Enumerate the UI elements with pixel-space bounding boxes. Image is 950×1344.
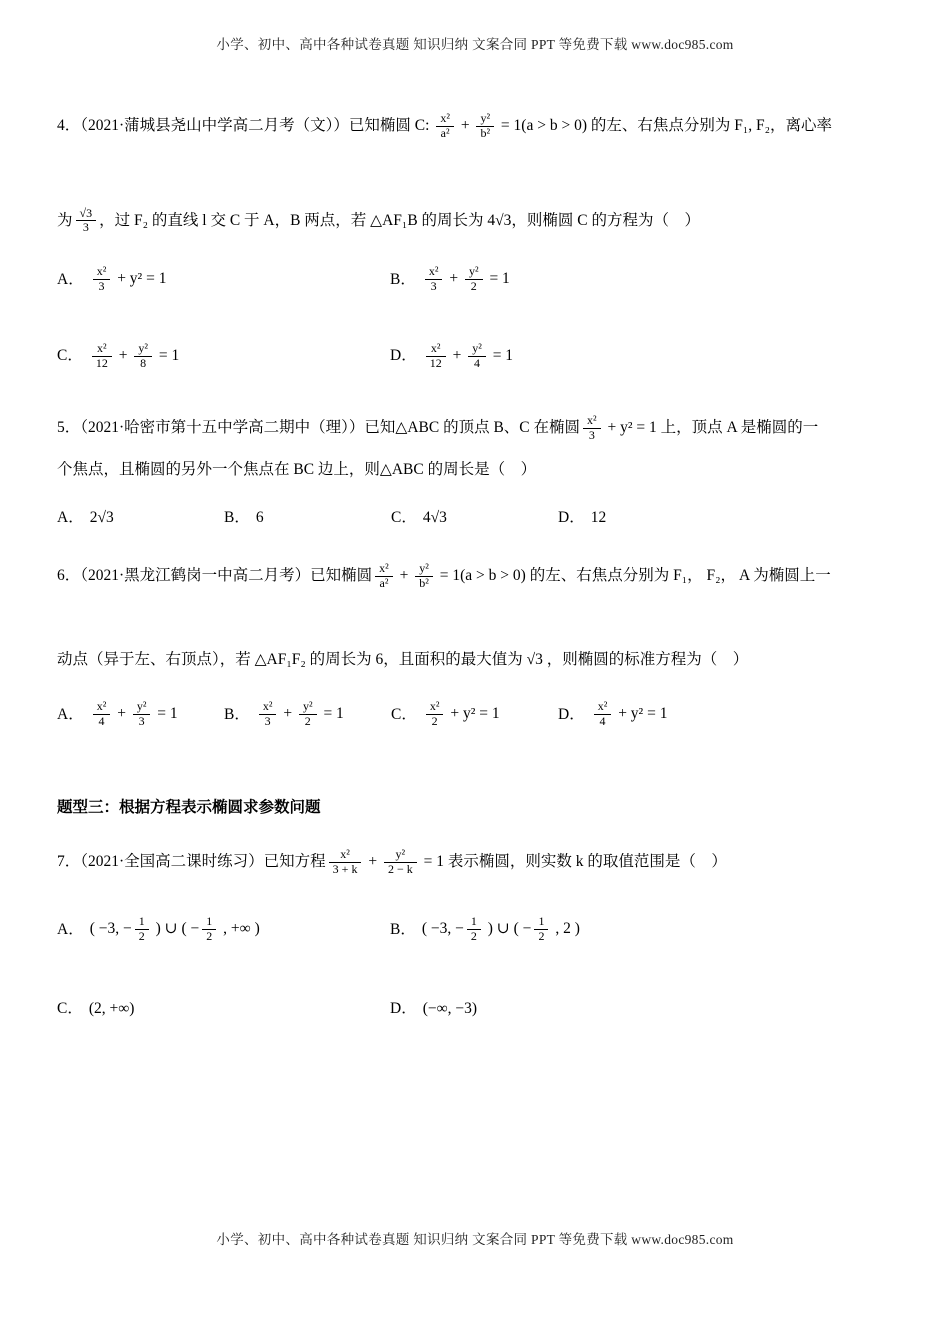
option-interval: ( −3, − $\frac{1}{2}$ ) ∪ ( − $\frac{1}{2}$ , +∞ ) [89, 914, 260, 943]
problem-5-option-a [57, 505, 224, 531]
option-label: A． [57, 705, 84, 723]
option-formula: $\frac{\text{x²}}{3}$ + y² = 1 [90, 265, 167, 294]
option-label: D． [558, 508, 585, 526]
problem-4-line-2: 为 $\frac{√3}{3}$ ，过 F₂ 的直线 l 交 C 于 A，B 两点，若 △AF₁B 的周长为 4√3，则椭圆 C 的方程为（ ） [57, 205, 701, 235]
option-formula: $\frac{\text{x²}}{4}$ + $\frac{\text{y²}}{3}$ = 1 [90, 700, 178, 729]
option-formula: $\frac{\text{x²}}{3}$ + $\frac{\text{y²}}{2}$ = 1 [422, 265, 510, 294]
option-formula: $\frac{\text{x²}}{12}$ + $\frac{\text{y²}}{4}$ = 1 [423, 342, 513, 371]
problem-4-option-a [57, 265, 390, 294]
problem-6-option-d [558, 700, 667, 729]
problem-6-option-c [391, 700, 558, 729]
option-formula: $\frac{\text{x²}}{3}$ + $\frac{\text{y²}}{2}$ = 1 [256, 700, 344, 729]
problem-4-option-b [390, 265, 893, 294]
problem-5-line-1: 5．（2021·哈密市第十五中学高二期中（理））已知△ABC 的顶点 B、C 在椭圆 $\frac{\text{x²}}{3}$ + y² = 1 上，顶点 A 是椭圆的一 [57, 413, 819, 443]
option-interval: (−∞, −3) [422, 999, 478, 1017]
option-label: B． [390, 920, 416, 938]
option-interval: ( −3, − $\frac{1}{2}$ ) ∪ ( − $\frac{1}{2}$ , 2 ) [421, 914, 580, 943]
option-label: B． [390, 270, 416, 288]
problem-5-line-2: 个焦点，且椭圆的另外一个焦点在 BC 边上，则△ABC 的周长是（ ） [57, 460, 537, 478]
problem-6-line-2: 动点（异于左、右顶点），若 △AF₁F₂ 的周长为 6，且面积的最大值为 √3 ，则椭圆的标准方程为（ ） [57, 650, 749, 668]
problem-6-option-b [224, 700, 391, 729]
option-label: D． [390, 999, 417, 1017]
problem-7-option-d [390, 996, 893, 1022]
problem-4-option-d [390, 342, 893, 371]
option-label: B． [224, 508, 250, 526]
problem-7-option-a [57, 915, 390, 944]
option-label: A． [57, 508, 84, 526]
problem-5-options [57, 505, 893, 531]
problem-5-option-b [224, 505, 391, 531]
header-watermark: 小学、初中、高中各种试卷真题 知识归纳 文案合同 PPT 等免费下载 www.doc985.com [216, 37, 734, 52]
option-label: D． [390, 347, 417, 365]
problem-7-line-1: 7．（2021·全国高二课时练习）已知方程 $\frac{\text{x²}}{3 + k}$ + $\frac{\text{y²}}{2 - k}$ = 1 表示椭圆，则实数 k 的取值范围是（ ） [57, 847, 727, 877]
option-label: C． [391, 705, 417, 723]
problem-7-option-c [57, 996, 390, 1022]
option-label: C． [57, 347, 83, 365]
problem-7-option-b [390, 915, 893, 944]
option-label: A． [57, 920, 84, 938]
problem-5-option-c [391, 505, 558, 531]
document-content [57, 112, 893, 1021]
problem-4-line-1: 4．（2021·蒲城县尧山中学高二月考（文））已知椭圆 C: $\frac{\text{x²}}{\text{a²}}$ + $\frac{\text{y²}}{\text{b²}}$ = 1(a > b > 0) 的左、右焦点分别为 F₁, F₂，离心率 [57, 111, 833, 140]
option-formula: $\frac{\text{x²}}{2}$ + y² = 1 [423, 700, 500, 729]
problem-4-options [57, 265, 893, 370]
option-value: 4√3 [422, 508, 447, 526]
option-label: A． [57, 270, 84, 288]
problem-6-options [57, 700, 893, 729]
option-label: B． [224, 705, 250, 723]
section-3-title: 题型三：根据方程表示椭圆求参数问题 [57, 798, 321, 816]
problem-4-option-c [57, 342, 390, 371]
option-label: C． [57, 999, 83, 1017]
option-value: 6 [255, 508, 264, 526]
problem-7-options [57, 915, 893, 1021]
footer-watermark: 小学、初中、高中各种试卷真题 知识归纳 文案合同 PPT 等免费下载 www.doc985.com [216, 1232, 734, 1247]
option-label: C． [391, 508, 417, 526]
problem-6-option-a [57, 700, 224, 729]
option-formula: $\frac{\text{x²}}{4}$ + y² = 1 [591, 700, 668, 729]
problem-5-option-d [558, 505, 606, 531]
option-interval: (2, +∞) [88, 999, 135, 1017]
option-value: 2√3 [89, 508, 114, 526]
option-value: 12 [590, 508, 607, 526]
problem-6-line-1: 6．（2021·黑龙江鹤岗一中高二月考）已知椭圆 $\frac{\text{x²}}{\text{a²}}$ + $\frac{\text{y²}}{\text{b²}}$ = 1(a > b > 0) 的左、右焦点分别为 F₁， F₂， A 为椭圆上一 [57, 561, 831, 590]
option-label: D． [558, 705, 585, 723]
option-formula: $\frac{\text{x²}}{12}$ + $\frac{\text{y²}}{8}$ = 1 [89, 342, 179, 371]
